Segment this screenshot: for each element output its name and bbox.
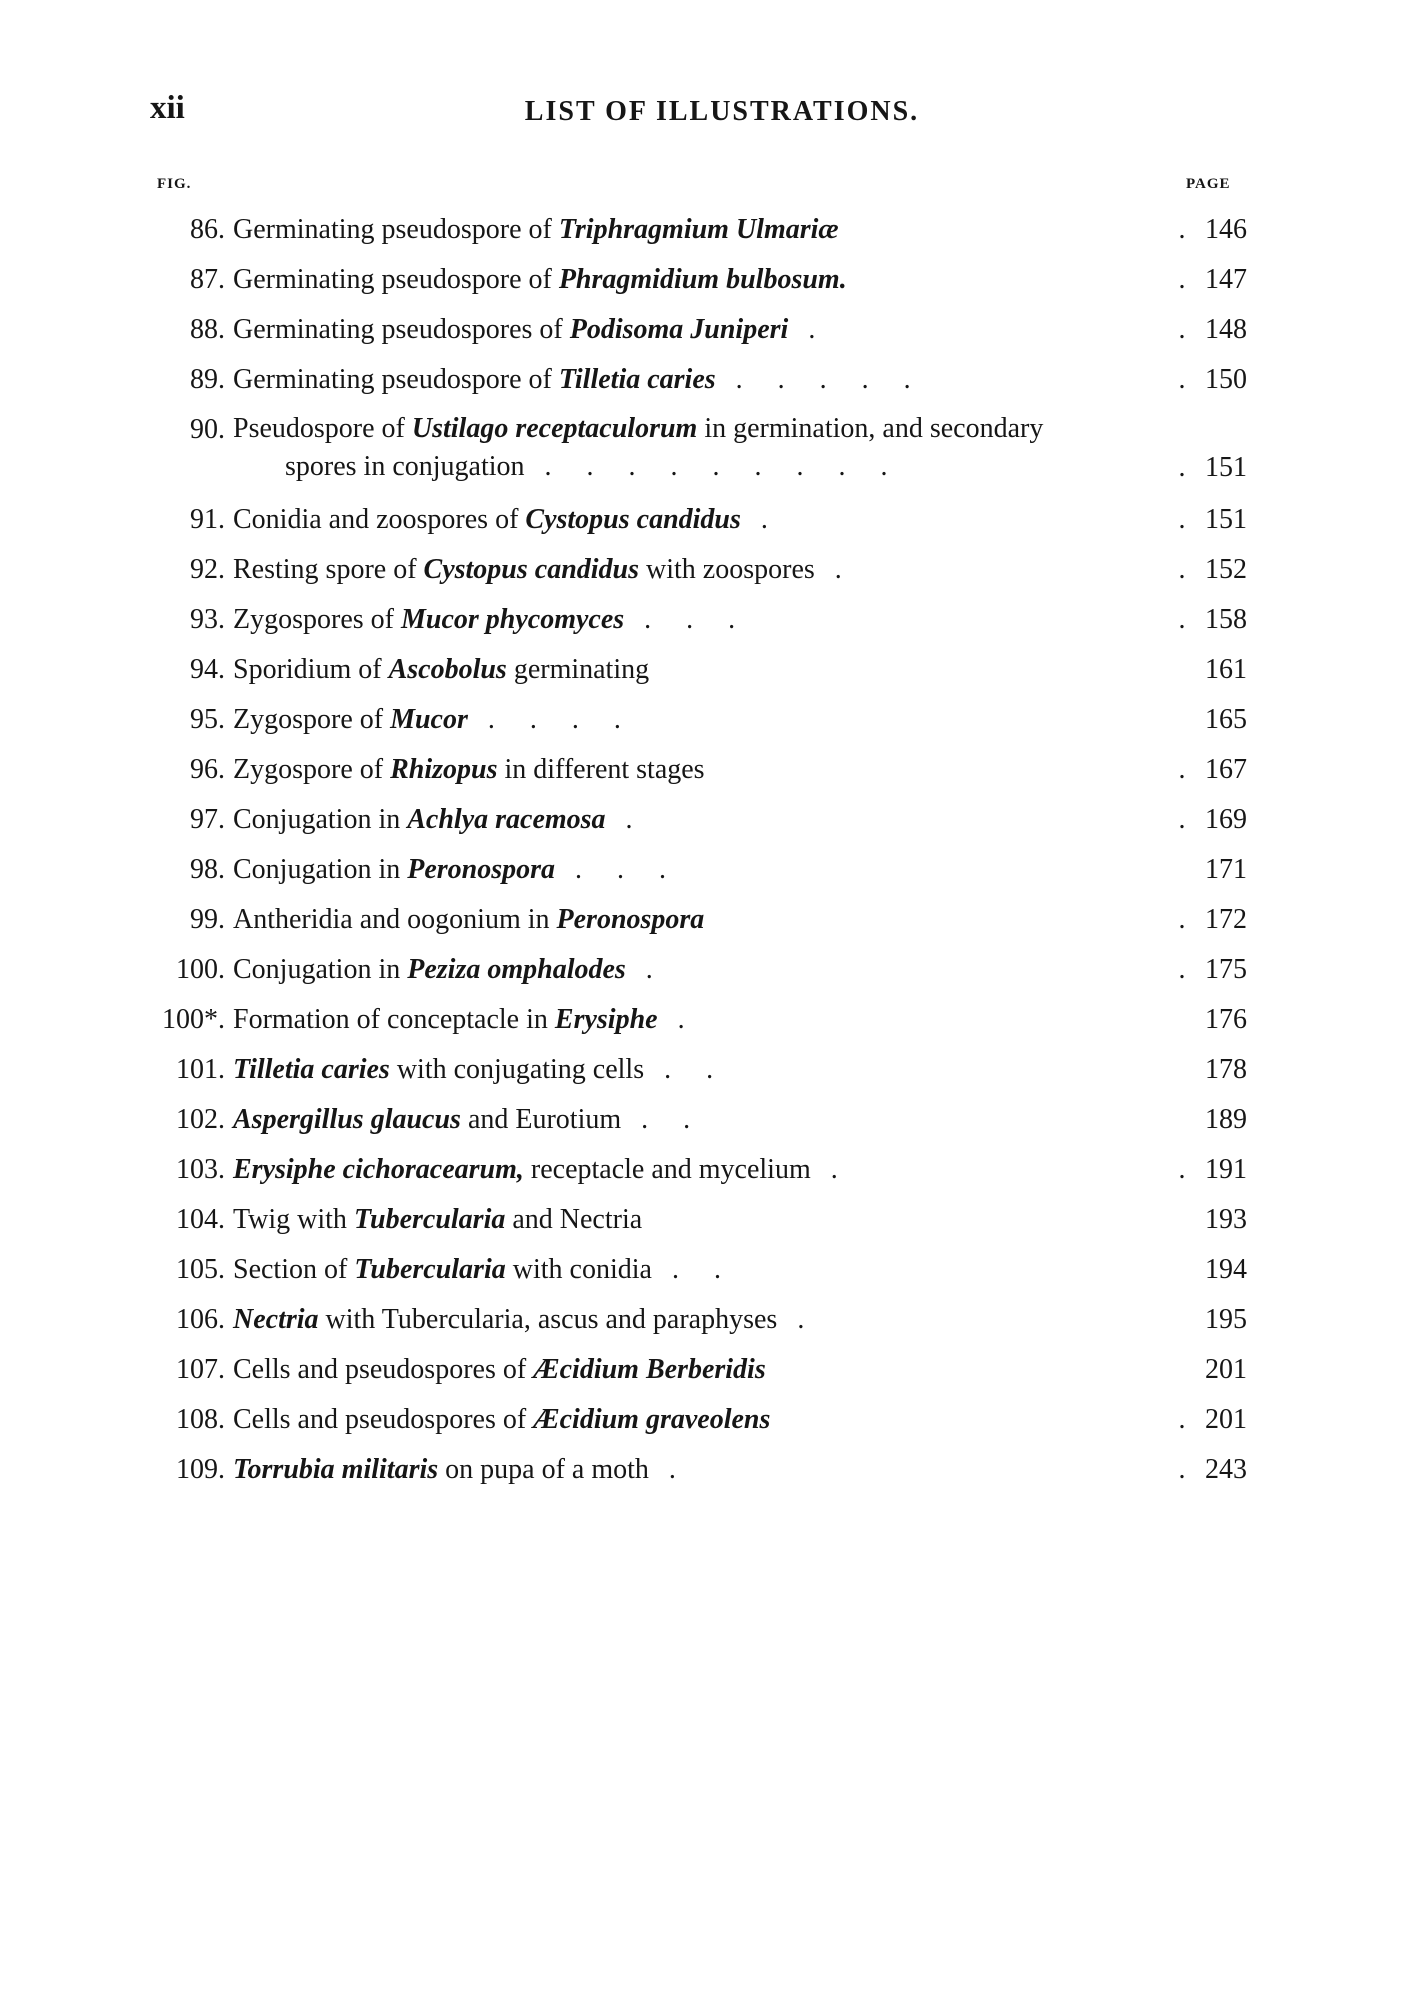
column-header-fig: FIG. [157,176,192,192]
page-reference [1173,1000,1247,1040]
figure-number: 97. [190,804,225,835]
page-reference [1173,500,1247,540]
page-reference [1173,448,1247,488]
page-leader-dot: . [1178,804,1186,835]
caption-species-name: Ustilago receptaculorum [411,413,698,444]
page-reference-number: 167 [1205,754,1247,785]
caption-species-name: Tilletia caries [558,364,716,395]
caption-species-name: Phragmidium bulbosum. [558,264,847,295]
caption-species-name: Peronospora [407,854,556,885]
figure-number: 105. [176,1254,225,1285]
page-reference [1173,850,1247,890]
caption-species-name: Torrubia militaris [233,1454,439,1485]
leader-dots: . [668,1454,690,1485]
figure-caption [233,1300,1173,1340]
figure-caption [233,1350,1173,1390]
page-reference-number: 194 [1205,1254,1247,1285]
page-reference-number: 146 [1205,214,1247,245]
caption-text-continued: in different stages [497,754,705,785]
figure-caption [233,1250,1173,1290]
figure-number: 107. [176,1354,225,1385]
leader-dots: . . . [644,604,750,635]
figure-caption [233,310,1173,350]
caption-species-name: Mucor phycomyces [400,604,625,635]
caption-species-name: Aspergillus glaucus [233,1104,461,1135]
column-header-page: PAGE [1186,176,1231,192]
caption-species-name: Erysiphe cichoracearum, [233,1154,524,1185]
page-reference [1173,1200,1247,1240]
figure-number: 96. [190,754,225,785]
figure-caption [233,800,1173,840]
page-leader-dot: . [1178,504,1186,535]
page-reference-number: 169 [1205,804,1247,835]
caption-species-name: Nectria [233,1304,319,1335]
caption-text: Cells and pseudospores of [233,1354,534,1385]
figure-caption [233,410,1173,486]
page-leader-dot: . [1178,754,1186,785]
figure-number: 88. [190,314,225,345]
caption-text-continued: germinating [506,654,650,685]
figure-number: 98. [190,854,225,885]
figure-number: 101. [176,1054,225,1085]
page-reference [1173,1400,1247,1440]
leader-dots: . . . . . [735,364,925,395]
page-leader-dot: . [1178,1154,1186,1185]
caption-species-name: Tubercularia [353,1204,506,1235]
list-item [0,1000,1404,1050]
figure-number: 100. [176,954,225,985]
figure-number: 104. [176,1204,225,1235]
caption-species-name: Triphragmium Ulmariæ [558,214,839,245]
caption-species-name: Æcidium Berberidis [533,1354,766,1385]
caption-text: Twig with [233,1204,354,1235]
figure-number: 90. [190,414,225,445]
figure-number: 106. [176,1304,225,1335]
caption-text: Section of [233,1254,355,1285]
page-reference [1173,700,1247,740]
caption-species-name: Achlya racemosa [407,804,606,835]
caption-species-name: Mucor [390,704,468,735]
page-leader-dot: . [1178,954,1186,985]
caption-second-line: spores in conjugation [285,451,525,482]
page-reference-number: 172 [1205,904,1247,935]
page-reference [1173,1100,1247,1140]
page-reference-number: 151 [1205,452,1247,483]
caption-species-name: Cystopus candidus [423,554,640,585]
caption-text-continued: and Eurotium [460,1104,622,1135]
page-reference-number: 148 [1205,314,1247,345]
figure-caption [233,950,1173,990]
list-item [0,600,1404,650]
leader-dots: . [645,954,667,985]
page-reference-number: 151 [1205,504,1247,535]
caption-text-continued: on pupa of a moth [438,1454,649,1485]
list-item [0,1100,1404,1150]
caption-text: Zygospore of [233,704,391,735]
leader-dots: . [834,554,856,585]
page-reference [1173,310,1247,350]
list-item [0,310,1404,360]
figure-number: 86. [190,214,225,245]
caption-text: Sporidium of [233,654,389,685]
page-leader-dot: . [1178,264,1186,295]
page-reference-number: 158 [1205,604,1247,635]
page-reference [1173,550,1247,590]
caption-text: Resting spore of [233,554,424,585]
caption-text: Conjugation in [233,804,408,835]
page-reference-number: 193 [1205,1204,1247,1235]
list-item [0,950,1404,1000]
figure-caption [233,1050,1173,1090]
page-reference-number: 147 [1205,264,1247,295]
leader-dots: . [625,804,647,835]
figure-caption [233,550,1173,590]
caption-text: Conidia and zoospores of [233,504,526,535]
page-reference-number: 152 [1205,554,1247,585]
list-item [0,700,1404,750]
list-item [0,1050,1404,1100]
list-item [0,260,1404,310]
leader-dots: . . [641,1104,705,1135]
page-reference-number: 171 [1205,854,1247,885]
figure-number: 94. [190,654,225,685]
page-leader-dot: . [1178,452,1186,483]
caption-species-name: Cystopus candidus [525,504,741,535]
caption-species-name: Erysiphe [554,1004,658,1035]
caption-text-continued: receptacle and mycelium [523,1154,811,1185]
caption-species-name: Tubercularia [354,1254,506,1285]
list-item [0,900,1404,950]
page-reference [1173,600,1247,640]
page-reference-number: 201 [1205,1404,1247,1435]
list-item [0,410,1404,500]
leader-dots: . . . [575,854,681,885]
caption-text: Germinating pseudospore of [233,364,559,395]
page-reference [1173,1050,1247,1090]
page-leader-dot: . [1178,904,1186,935]
caption-text-continued: with conidia [505,1254,652,1285]
figure-caption [233,260,1173,300]
page-reference [1173,260,1247,300]
list-item [0,1250,1404,1300]
page-reference [1173,1450,1247,1490]
figure-caption [233,360,1173,400]
page-reference [1173,1250,1247,1290]
caption-species-name: Podisoma Juniperi [569,314,789,345]
caption-text: Conjugation in [233,854,408,885]
page-reference [1173,1350,1247,1390]
caption-text: Pseudospore of [233,413,412,444]
page-reference [1173,360,1247,400]
list-item [0,650,1404,700]
figure-number: 108. [176,1404,225,1435]
page-reference [1173,650,1247,690]
page-reference [1173,210,1247,250]
figure-caption [233,500,1173,540]
leader-dots: . [830,1154,852,1185]
page-leader-dot: . [1178,214,1186,245]
figure-number: 87. [190,264,225,295]
list-item [0,210,1404,260]
caption-text-continued: with zoospores [639,554,815,585]
list-item [0,850,1404,900]
page-reference-number: 175 [1205,954,1247,985]
page-reference-number: 165 [1205,704,1247,735]
list-item [0,500,1404,550]
caption-text: Conjugation in [233,954,408,985]
leader-dots: . . . . [487,704,635,735]
list-item [0,750,1404,800]
caption-text-continued: with conjugating cells [389,1054,645,1085]
running-title: LIST OF ILLUSTRATIONS. [524,96,920,127]
caption-species-name: Rhizopus [390,754,498,785]
figure-number: 100*. [162,1004,225,1035]
list-item [0,1400,1404,1450]
figure-caption [233,1200,1173,1240]
leader-dots: . . . . . . . . . [544,451,902,482]
page-reference [1173,1150,1247,1190]
figure-caption [233,1150,1173,1190]
leader-dots: . . [671,1254,735,1285]
figure-number: 92. [190,554,225,585]
leader-dots: . [677,1004,699,1035]
figure-caption [233,750,1173,790]
page-reference [1173,1300,1247,1340]
page-leader-dot: . [1178,604,1186,635]
page-number: xii [150,90,185,126]
caption-species-name: Peziza omphalodes [407,954,626,985]
list-item [0,800,1404,850]
page-leader-dot: . [1178,314,1186,345]
figure-number: 99. [190,904,225,935]
caption-text: Cells and pseudospores of [233,1404,534,1435]
caption-text: Germinating pseudospore of [233,264,559,295]
figure-number: 103. [176,1154,225,1185]
list-item [0,360,1404,410]
page-leader-dot: . [1178,364,1186,395]
figure-number: 102. [176,1104,225,1135]
leader-dots: . [760,504,782,535]
caption-text-continued: with Tubercularia, ascus and paraphyses [318,1304,778,1335]
figure-caption [233,850,1173,890]
page-reference [1173,900,1247,940]
figure-number: 95. [190,704,225,735]
list-item [0,550,1404,600]
figure-caption [233,1100,1173,1140]
list-item [0,1350,1404,1400]
caption-text: Formation of conceptacle in [233,1004,555,1035]
page-leader-dot: . [1178,554,1186,585]
caption-text-continued: in germination, and secondary [697,413,1044,444]
caption-text: Germinating pseudospores of [233,314,570,345]
page-reference-number: 161 [1205,654,1247,685]
caption-text: Zygospore of [233,754,391,785]
leader-dots: . [797,1304,819,1335]
page-reference-number: 189 [1205,1104,1247,1135]
page-leader-dot: . [1178,1454,1186,1485]
figure-caption [233,700,1173,740]
caption-species-name: Æcidium graveolens [533,1404,771,1435]
caption-text: Zygospores of [233,604,401,635]
page-leader-dot: . [1178,1404,1186,1435]
illustrations-list [0,210,1404,1500]
figure-number: 93. [190,604,225,635]
caption-text: Germinating pseudospore of [233,214,559,245]
caption-species-name: Tilletia caries [233,1054,390,1085]
figure-number: 91. [190,504,225,535]
list-item [0,1150,1404,1200]
page-reference-number: 195 [1205,1304,1247,1335]
caption-species-name: Ascobolus [388,654,507,685]
list-item [0,1200,1404,1250]
caption-species-name: Peronospora [556,904,705,935]
figure-number: 109. [176,1454,225,1485]
figure-caption [233,1400,1173,1440]
figure-caption [233,650,1173,690]
list-item [0,1300,1404,1350]
page-reference-number: 243 [1205,1454,1247,1485]
figure-caption [233,210,1173,250]
leader-dots: . . [664,1054,728,1085]
page-reference-number: 150 [1205,364,1247,395]
figure-caption [233,1000,1173,1040]
page-reference-number: 176 [1205,1004,1247,1035]
figure-caption [233,1450,1173,1490]
leader-dots: . [808,314,830,345]
caption-text-continued: and Nectria [505,1204,643,1235]
page-reference [1173,800,1247,840]
caption-text: Antheridia and oogonium in [233,904,557,935]
figure-number: 89. [190,364,225,395]
figure-caption [233,600,1173,640]
page-reference-number: 178 [1205,1054,1247,1085]
figure-caption [233,900,1173,940]
page-reference-number: 191 [1205,1154,1247,1185]
page-reference [1173,750,1247,790]
list-item [0,1450,1404,1500]
page-reference [1173,950,1247,990]
page-reference-number: 201 [1205,1354,1247,1385]
